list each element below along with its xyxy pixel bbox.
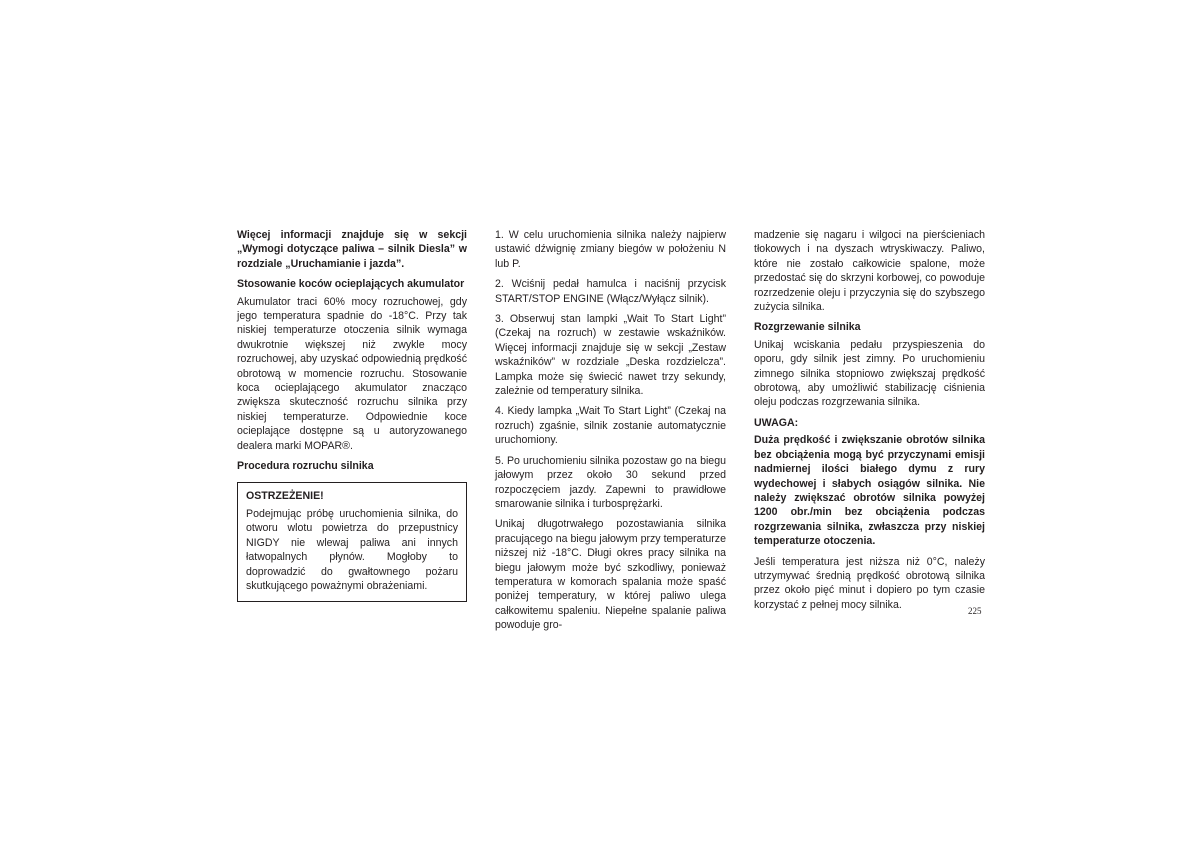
- column-left: [237, 228, 467, 602]
- warmup-body: Unikaj wciskania pedału przyspieszenia do oporu, gdy silnik jest zimny. Po uruchomieniu zimnego silnika stopniowo zwiększaj prędkość obrotową, aby umożliwić stabilizację ciśnienia oleju podczas rozgrzewania silnika.: [754, 338, 985, 409]
- warmup-heading: Rozgrzewanie silnika: [754, 321, 861, 334]
- warning-body: Podejmując próbę uruchomienia silnika, do otworu wlotu powietrza do przepustnicy NIGDY nie wlewaj paliwa ani innych łatwopalnych płynów. Mogłoby to doprowadzić do gwałtownego pożaru skutkującego poważnymi obrażeniami.: [246, 507, 458, 592]
- step-2: 2. Wciśnij pedał hamulca i naciśnij przycisk START/STOP ENGINE (Włącz/Wyłącz silnik).: [495, 278, 726, 305]
- note-heading: UWAGA:: [754, 416, 799, 429]
- step-3: 3. Obserwuj stan lampki „Wait To Start Light” (Czekaj na rozruch) w zestawie wskaźników. Więcej informacji znajduje się w sekcji „Zestaw wskaźników” w rozdziale „Deska rozdzielcza”. Lampka może się świecić nawet trzy sekundy, zależnie od temperatury silnika.: [495, 313, 726, 398]
- note-body: Duża prędkość i zwiększanie obrotów silnika bez obciążenia mogą być przyczynami emisji nadmiernej ilości białego dymu z rury wydechowej i słabych osiągów silnika. Nie należy zwiększać obrotów silnika powyżej 1200 obr./min bez obciążenia podczas rozgrzewania silnika, zwłaszcza przy niskiej temperaturze otoczenia.: [754, 434, 985, 548]
- continuation-paragraph: madzenie się nagaru i wilgoci na pierścieniach tłokowych i na dyszach wtryskiwaczy. Paliwo, które nie zostało całkowicie spalone, może przedostać się do skrzyni korbowej, co powoduje rozrzedzenie oleju i przyczynia się do szybszego zużycia silnika.: [754, 229, 985, 314]
- step-1: 1. W celu uruchomienia silnika należy najpierw ustawić dźwignię zmiany biegów w położeniu N lub P.: [495, 229, 726, 270]
- step-5: 5. Po uruchomieniu silnika pozostaw go na biegu jałowym przez około 30 sekund przed rozpoczęciem jazdy. Zapewni to prawidłowe smarowanie silnika i turbosprężarki.: [495, 454, 726, 510]
- column-middle: [495, 228, 726, 639]
- starting-procedure-heading: Procedura rozruchu silnika: [237, 460, 374, 473]
- intro-reference: Więcej informacji znajduje się w sekcji „Wymogi dotyczące paliwa – silnik Diesla” w rozdziale „Uruchamianie i jazda”.: [237, 229, 467, 270]
- step-4: 4. Kiedy lampka „Wait To Start Light” (Czekaj na rozruch) zgaśnie, silnik zostanie automatycznie uruchomiony.: [495, 405, 726, 447]
- cold-temperature-paragraph: Jeśli temperatura jest niższa niż 0°C, należy utrzymywać średnią prędkość obrotową silnika przez około pięć minut i dopiero po tym czasie korzystać z pełnej mocy silnika.: [754, 555, 985, 611]
- warning-title: OSTRZEŻENIE!: [246, 489, 324, 502]
- warning-box: [237, 482, 467, 603]
- battery-blanket-heading: Stosowanie koców ocieplających akumulator: [237, 278, 465, 291]
- page-number: 225: [968, 606, 982, 616]
- column-right: [754, 228, 985, 618]
- battery-blanket-body: Akumulator traci 60% mocy rozruchowej, gdy jego temperatura spadnie do -18°C. Przy tak niskiej temperaturze otoczenia silnik wymaga dwukrotnie większej niż zwykle mocy rozruchowej, aby uzyskać odpowiednią prędkość obrotową w momencie rozruchu. Stosowanie koca ocieplającego akumulator znacząco zwiększa skuteczność rozruchu silnika przy niskiej temperaturze. Odpowiednie koce ocieplające dostępne są u autoryzowanego dealera marki MOPAR®.: [237, 295, 467, 452]
- idle-warning-paragraph: Unikaj długotrwałego pozostawiania silnika pracującego na biegu jałowym przy temperaturze niższej niż -18°C. Długi okres pracy silnika na biegu jałowym może być szkodliwy, ponieważ temperatura w komorach spalania może spaść poniżej temperatury, w której paliwo ulega całkowitemu spaleniu. Niepełne spalanie paliwa powoduje gro-: [495, 518, 726, 632]
